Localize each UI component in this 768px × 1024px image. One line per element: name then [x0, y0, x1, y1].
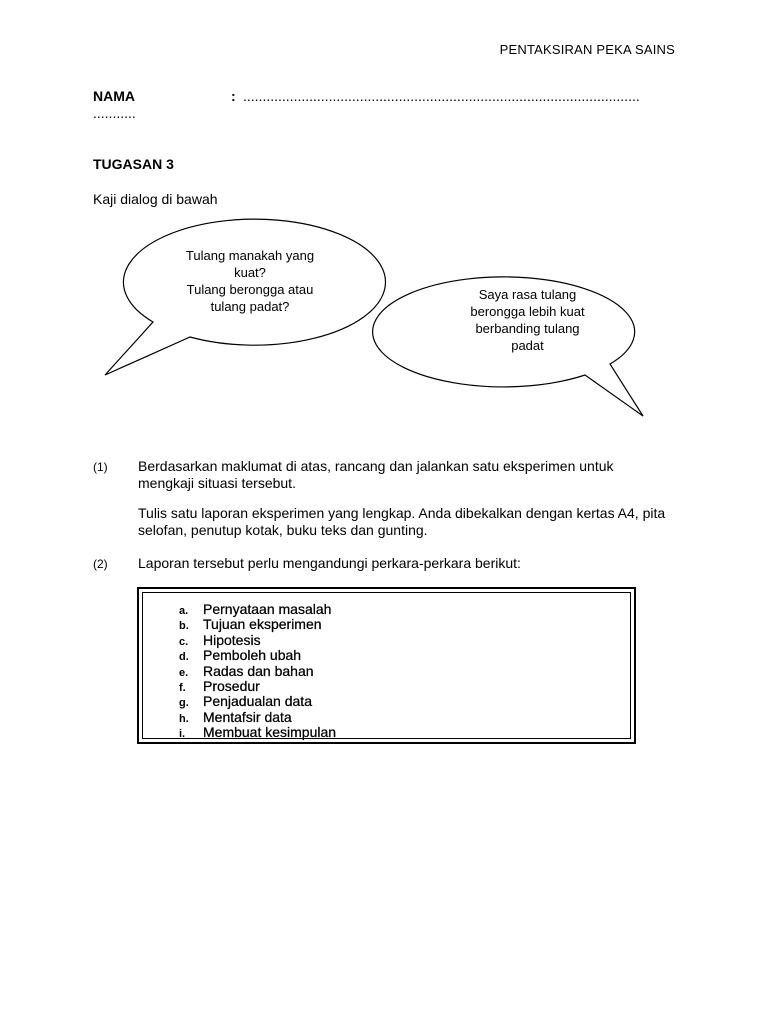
list-item-text: Tujuan eksperimen — [203, 616, 322, 633]
list-item — [179, 693, 336, 708]
bubble-left-line: Tulang manakah yang — [185, 248, 315, 263]
speech-bubbles-illustration — [0, 0, 768, 460]
list-item — [179, 647, 336, 662]
bubble-right-line: berbanding tulang — [475, 321, 580, 336]
question-number: (2) — [93, 557, 108, 571]
list-item — [179, 632, 336, 647]
name-fill-line-continued: ........... — [93, 105, 136, 121]
list-item — [179, 724, 336, 739]
list-item-text: Hipotesis — [203, 631, 261, 648]
name-fill-line[interactable]: ...................................................................................................... — [243, 88, 640, 104]
bubble-left-line: tulang padat? — [210, 299, 290, 314]
list-item — [179, 678, 336, 693]
list-item-letter: h. — [179, 712, 189, 725]
speech-bubble-left-text — [160, 247, 340, 315]
list-item-text: Penjadualan data — [203, 693, 312, 710]
list-item-letter: d. — [179, 651, 189, 664]
list-item-letter: a. — [179, 605, 189, 617]
speech-bubble-right-text — [435, 286, 620, 354]
report-checklist-box — [137, 587, 636, 744]
report-checklist-inner-border — [142, 592, 631, 739]
list-item-text: Pemboleh ubah — [203, 647, 302, 664]
bubble-left-line: kuat? — [234, 265, 266, 280]
list-item-letter: f. — [179, 681, 186, 694]
list-item-text: Mentafsir data — [203, 708, 292, 725]
list-item-text: Prosedur — [203, 677, 260, 694]
bubble-right-line: Saya rasa tulang — [478, 287, 577, 302]
bubble-left-line: Tulang berongga atau — [186, 282, 314, 297]
list-item — [179, 601, 336, 616]
question-paragraph: Tulis satu laporan eksperimen yang lengkap. Anda dibekalkan dengan kertas A4, pita selofan, penutup kotak, buku teks dan gunting. — [138, 505, 666, 538]
list-item-letter: e. — [179, 666, 189, 679]
list-item-text: Pernyataan masalah — [203, 601, 332, 617]
task-title: TUGASAN 3 — [93, 156, 174, 172]
name-label: NAMA — [93, 88, 135, 104]
list-item-text: Membuat kesimpulan — [203, 724, 337, 741]
bubble-right-line: padat — [511, 338, 544, 353]
question-number: (1) — [93, 460, 108, 474]
bubble-right-line: berongga lebih kuat — [470, 304, 585, 319]
list-item — [179, 709, 336, 724]
list-item-letter: i. — [179, 728, 186, 741]
task-instruction: Kaji dialog di bawah — [93, 191, 218, 207]
list-item-letter: g. — [179, 697, 189, 710]
report-checklist — [179, 601, 336, 740]
list-item — [179, 663, 336, 678]
header-title: PENTAKSIRAN PEKA SAINS — [499, 42, 675, 57]
question-paragraph: Berdasarkan maklumat di atas, rancang dan jalankan satu eksperimen untuk mengkaji situasi tersebut. — [138, 458, 614, 491]
list-item — [179, 616, 336, 631]
name-colon: : — [231, 88, 236, 104]
question-paragraph: Laporan tersebut perlu mengandungi perkara-perkara berikut: — [138, 555, 521, 571]
list-item-text: Radas dan bahan — [203, 662, 314, 679]
list-item-letter: b. — [179, 620, 189, 633]
list-item-letter: c. — [179, 635, 189, 648]
